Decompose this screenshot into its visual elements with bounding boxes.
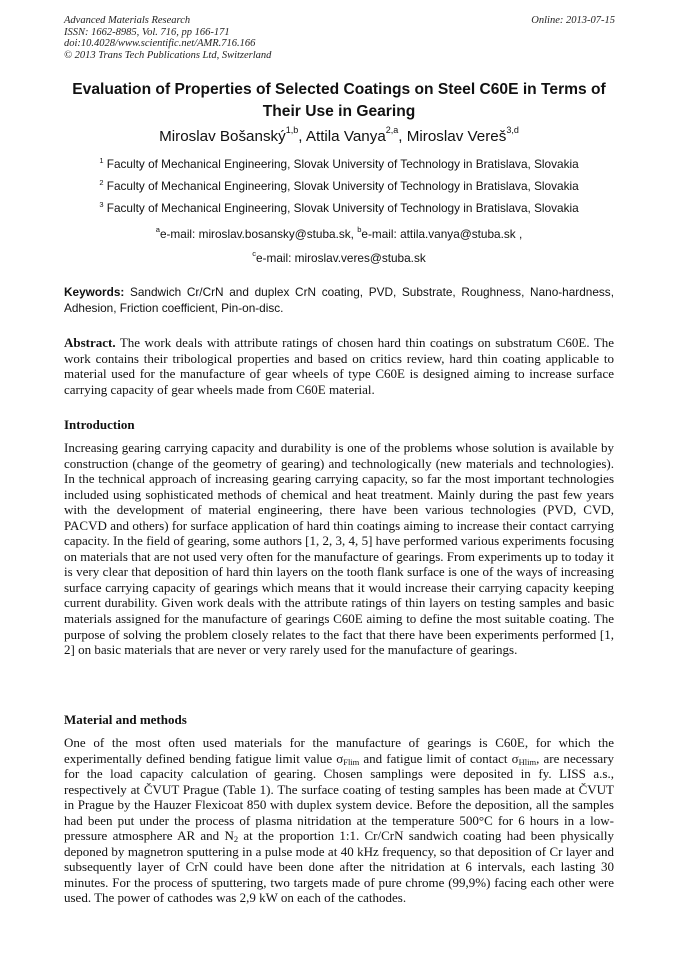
- methods-text: and fatigue limit of contact σ: [359, 750, 519, 766]
- affiliation-2: [40, 178, 638, 194]
- author-name: Miroslav Bošanský: [159, 128, 286, 145]
- methods-text: One of the most often used materials for the manufacture of gearings is C60E, for which the experimentally defined bending fatigue limit value σ: [64, 735, 614, 766]
- issn-line: ISSN: 1662-8985, Vol. 716, pp 166-171: [64, 26, 230, 38]
- methods-subscript: Flim: [343, 756, 360, 767]
- online-date: Online: 2013-07-15: [531, 15, 615, 26]
- abstract-text: The work deals with attribute ratings of chosen hard thin coatings on substratum C60E. The work contains their tribological properties and based on critics review, hard thin coating applicable to material used for the manufacture of gear wheels of type C60E is designed aiming to increase surface carrying capacity of gear wheels made from C60E material.: [64, 335, 614, 397]
- abstract: [64, 335, 614, 397]
- email-c: e-mail: miroslav.veres@stuba.sk: [256, 251, 426, 265]
- author-sep: ,: [398, 128, 407, 145]
- introduction-body: Increasing gearing carrying capacity and durability is one of the problems whose solution is available by construction (change of the geometry of gearing) and technologically (new materials and technologies). In the technical approach of increasing gearing carrying capacity, so far the most important technologies included using sophisticated methods of chemical and heat treatment. Mainly during the past few years with the development of material engineering, there have been various technologies (PVD, CVD, PACVD and others) for surface application of hard thin coatings aiming to increase their contact carrying capacity. In the field of gearing, some authors [1, 2, 3, 4, 5] have performed various experiments focusing on materials that are not used very often for the manufacture of gearings. From experiments up to today it is very clear that deposition of hard thin layers on the tooth flank surface is one of the ways of increasing surface carrying capacity of gearings which means that it would increase their carrying capacity keeping current durability. Given work deals with the attribute ratings of thin layers on testing samples and basic materials assigned for the manufacture of gearings C60E aiming to define the most suitable coating. The purpose of solving the problem closely relates to the fact that there have been experiments performed [1, 2] on basic materials that are never or very rarely used for the manufacture of gearings.: [64, 440, 614, 658]
- keywords-label: Keywords:: [64, 285, 125, 299]
- author-sup: 3,d: [506, 125, 519, 135]
- paper-title: [40, 79, 638, 123]
- email-sup: c: [252, 249, 256, 258]
- author-sup: 1,b: [285, 125, 299, 135]
- affiliation-text: Faculty of Mechanical Engineering, Slovak University of Technology in Bratislava, Slovakia: [106, 157, 579, 171]
- email-b: e-mail: attila.vanya@stuba.sk ,: [361, 227, 523, 241]
- journal-name: Advanced Materials Research: [64, 15, 191, 26]
- email-sup: a: [155, 225, 160, 234]
- methods-subscript: 2: [233, 834, 239, 845]
- affiliation-number: 2: [99, 178, 104, 187]
- email-sup: b: [357, 225, 362, 234]
- methods-body: [64, 735, 614, 906]
- email-a: e-mail: miroslav.bosansky@stuba.sk,: [159, 227, 358, 241]
- author-sup: 2,a: [385, 125, 399, 135]
- copyright-line: © 2013 Trans Tech Publications Ltd, Switzerland: [64, 49, 272, 61]
- affiliation-number: 3: [99, 200, 104, 209]
- keywords: [64, 285, 614, 316]
- email-line-1: [40, 226, 638, 242]
- author-list: [40, 126, 638, 148]
- affiliation-3: [40, 200, 638, 216]
- methods-text: , are necessary for the load capacity calculation of gearing. Chosen samplings were deposited in fy. LISS a.s., respectively at ČVUT Prague (Table 1). The surface coating of testing samples has been made at ČVUT in Prague by the Hauzer Flexicoat 850 with duplex system device. Before the deposition, all the samples had been put under the process of plasma nitridation at the temperature 500°C for 6 hours in a low-pressure atmosphere AR and N: [64, 750, 614, 844]
- introduction-heading: Introduction: [64, 417, 135, 432]
- abstract-label: Abstract.: [64, 335, 116, 350]
- journal-header: [64, 15, 271, 61]
- methods-text: at the proportion 1:1. Cr/CrN sandwich coating had been physically deponed by magnetron sputtering in a pulse mode at 40 kHz frequency, so that deposition of Cr layer and subsequently layer of CrN could have been done after the nitridation at 6 intervals, each lasting 30 minutes. For the process of sputtering, two targets made of pure chrome (99,9%) facing each other were used. The power of cathodes was 2,9 kW on each of the cathodes.: [64, 828, 614, 906]
- keywords-text: Sandwich Cr/CrN and duplex CrN coating, PVD, Substrate, Roughness, Nano-hardness, Adhesion, Friction coefficient, Pin-on-disc.: [64, 285, 614, 315]
- doi-line: doi:10.4028/www.scientific.net/AMR.716.166: [64, 38, 256, 50]
- author-name: Miroslav Vereš: [406, 128, 507, 145]
- email-line-2: [40, 250, 638, 266]
- affiliation-number: 1: [99, 156, 104, 165]
- author-sep: ,: [298, 128, 306, 145]
- methods-subscript: Hlim: [518, 756, 537, 767]
- methods-heading: Material and methods: [64, 712, 187, 727]
- affiliation-text: Faculty of Mechanical Engineering, Slovak University of Technology in Bratislava, Slovakia: [106, 179, 579, 193]
- author-name: Attila Vanya: [305, 128, 386, 145]
- affiliation-1: [40, 156, 638, 172]
- affiliation-text: Faculty of Mechanical Engineering, Slovak University of Technology in Bratislava, Slovakia: [106, 201, 579, 215]
- title-line-1: Evaluation of Properties of Selected Coatings on Steel C60E in Terms of: [72, 81, 606, 98]
- title-line-2: Their Use in Gearing: [262, 103, 416, 120]
